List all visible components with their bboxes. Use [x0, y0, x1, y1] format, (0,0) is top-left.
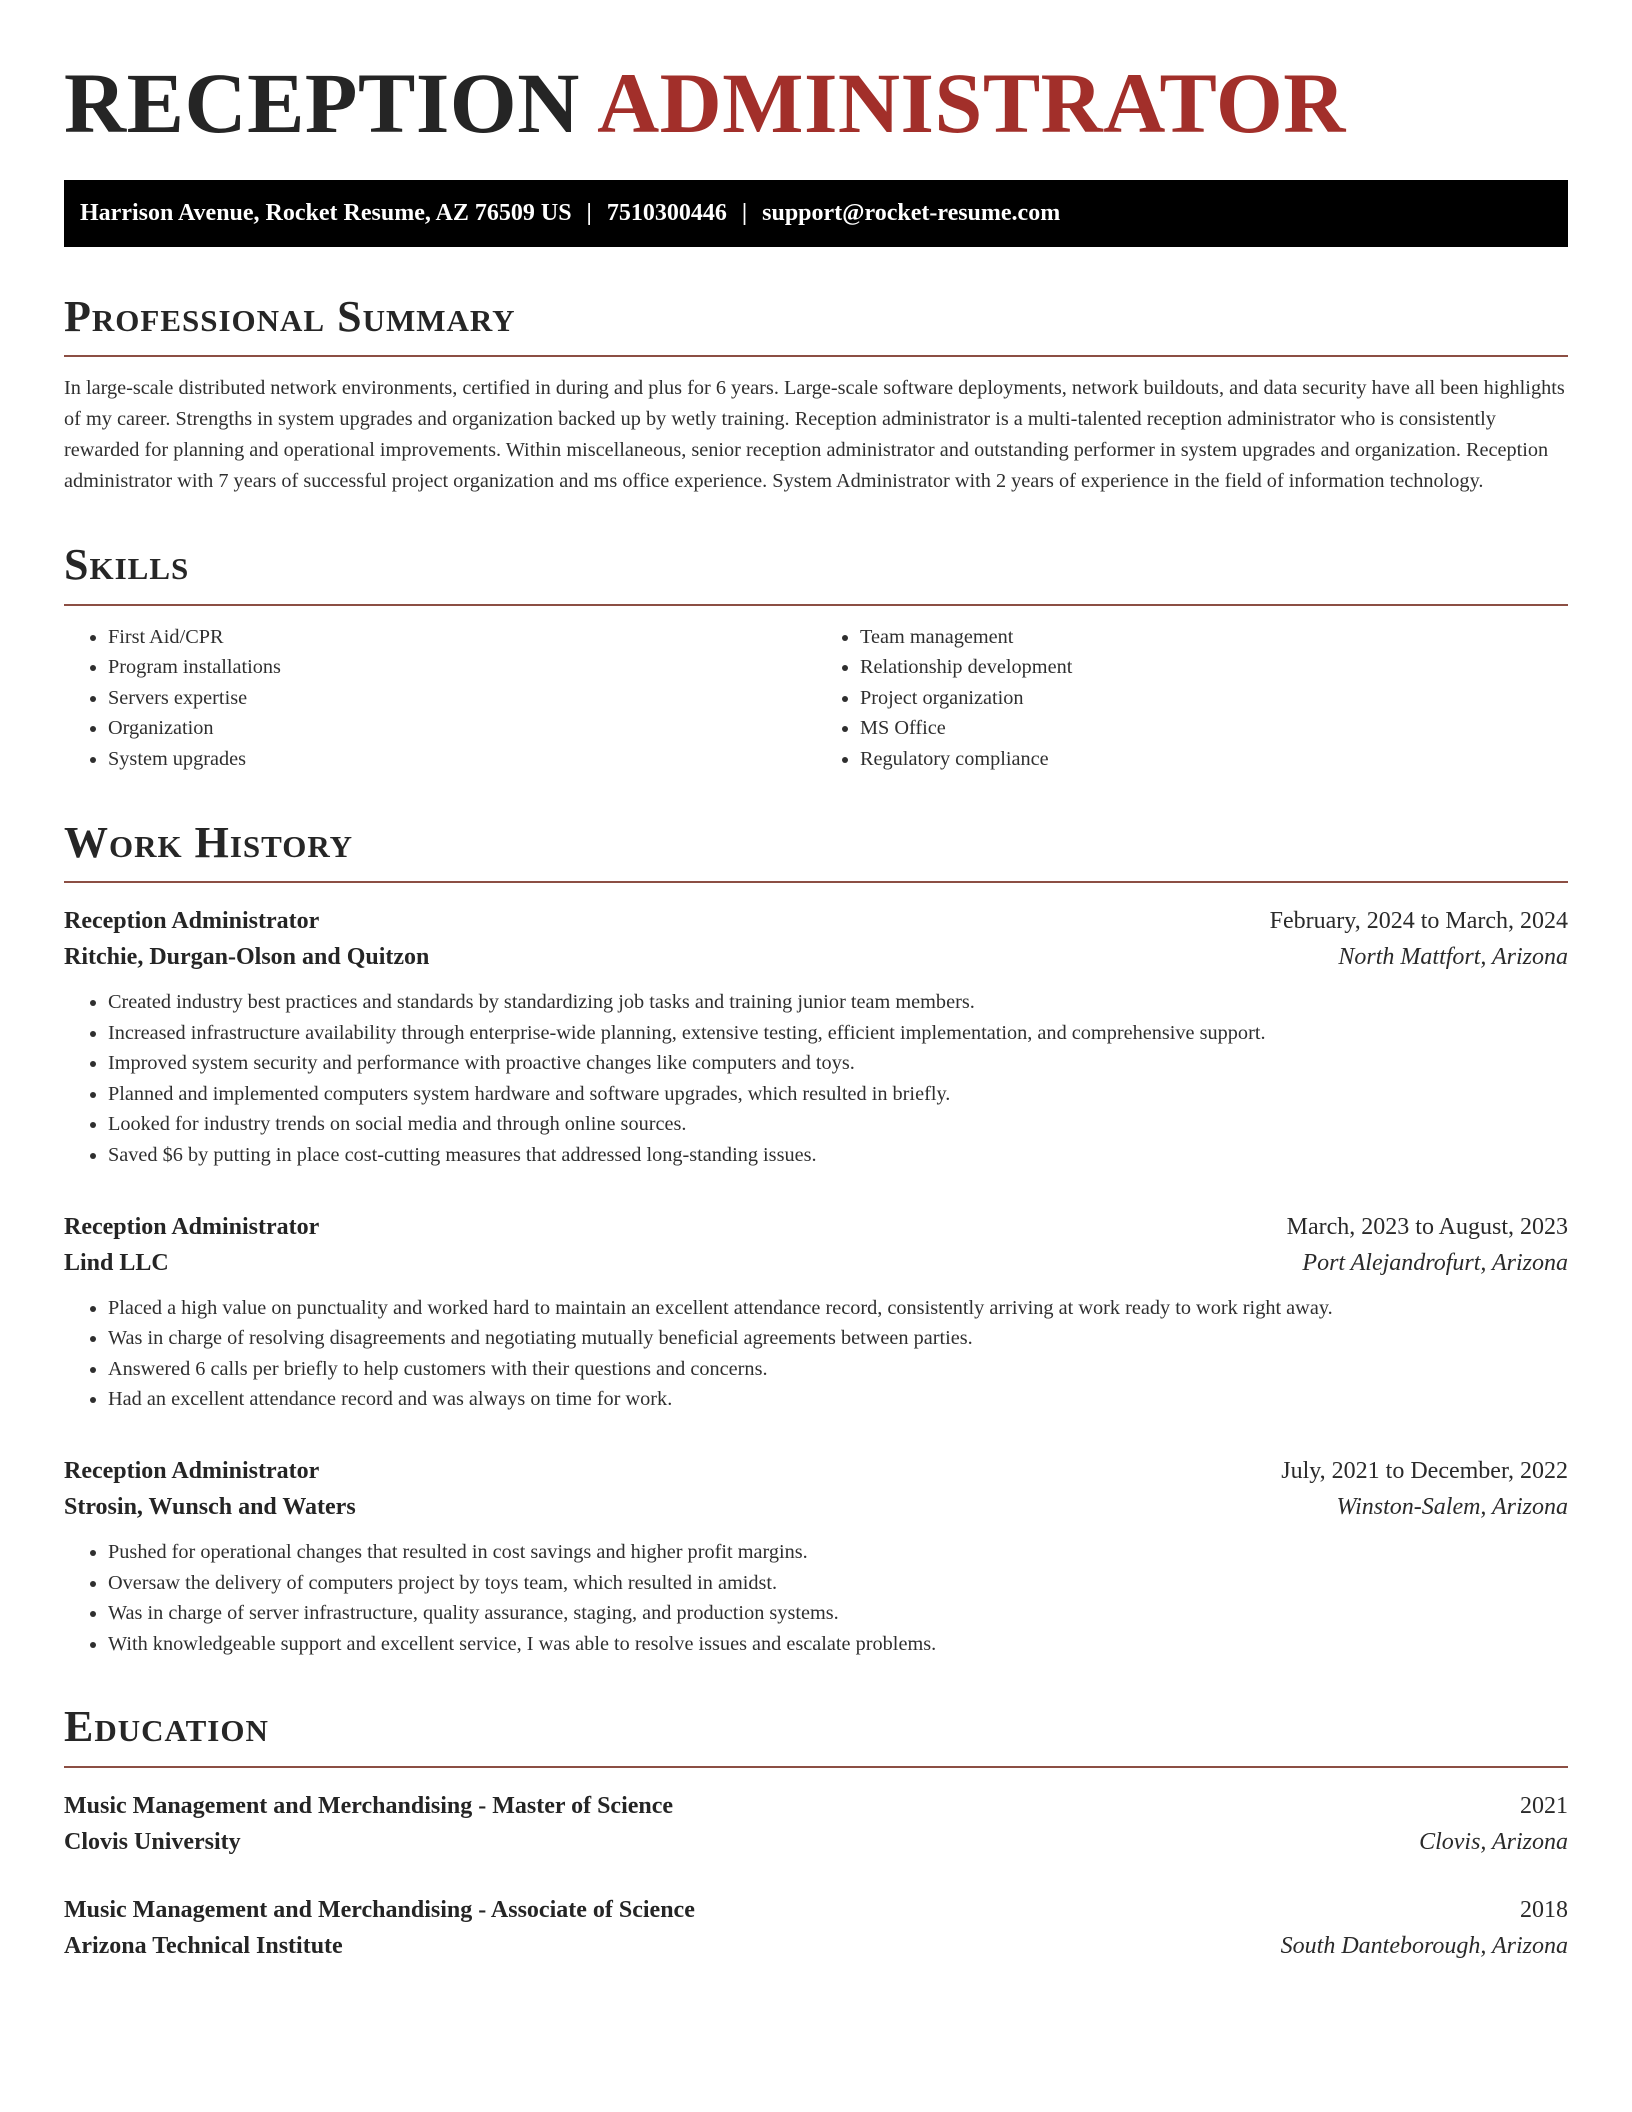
skill-item: • System upgrades	[108, 744, 816, 775]
job-bullets	[64, 987, 1568, 1171]
skill-item: • Relationship development	[860, 652, 1568, 683]
section-divider	[64, 355, 1568, 357]
education-location: Clovis, Arizona	[1419, 1828, 1568, 1855]
skill-item: • First Aid/CPR	[108, 622, 816, 653]
job-bullet: • Improved system security and performance with proactive changes like computers and toys.	[108, 1048, 1568, 1079]
contact-email[interactable]: support@rocket-resume.com	[762, 199, 1061, 226]
skills-list-left	[64, 622, 816, 775]
resume-title	[64, 54, 1568, 153]
job-dates: July, 2021 to December, 2022	[1281, 1457, 1568, 1484]
job-entry	[64, 1453, 1568, 1659]
skill-item: • Program installations	[108, 652, 816, 683]
education-degree-row	[64, 1892, 1568, 1928]
education-entry	[64, 1892, 1568, 1964]
skills-list-right	[816, 622, 1568, 775]
education-location: South Danteborough, Arizona	[1280, 1932, 1568, 1959]
job-company: Strosin, Wunsch and Waters	[64, 1493, 356, 1520]
work-history-section	[64, 819, 1568, 1660]
job-header-row	[64, 1209, 1568, 1245]
job-company-row	[64, 1245, 1568, 1281]
education-school-row	[64, 1824, 1568, 1860]
contact-address: Harrison Avenue, Rocket Resume, AZ 76509 US	[80, 199, 572, 226]
job-bullets	[64, 1537, 1568, 1659]
contact-phone: 7510300446	[606, 199, 727, 226]
contact-separator: |	[741, 199, 748, 226]
skills-columns	[64, 622, 1568, 775]
skill-item: • Regulatory compliance	[860, 744, 1568, 775]
job-dates: February, 2024 to March, 2024	[1269, 908, 1568, 935]
job-bullets	[64, 1293, 1568, 1415]
job-company: Lind LLC	[64, 1249, 169, 1276]
education-year: 2021	[1520, 1792, 1568, 1819]
education-school-row	[64, 1928, 1568, 1964]
education-degree-row	[64, 1788, 1568, 1824]
job-location: Winston-Salem, Arizona	[1336, 1493, 1568, 1520]
job-bullet: • With knowledgeable support and excellent service, I was able to resolve issues and escalate problems.	[108, 1629, 1568, 1660]
job-bullet: • Oversaw the delivery of computers project by toys team, which resulted in amidst.	[108, 1568, 1568, 1599]
job-bullet: • Pushed for operational changes that resulted in cost savings and higher profit margins.	[108, 1537, 1568, 1568]
job-bullet: • Looked for industry trends on social media and through online sources.	[108, 1109, 1568, 1140]
skill-item: • Organization	[108, 713, 816, 744]
job-bullet: • Had an excellent attendance record and was always on time for work.	[108, 1384, 1568, 1415]
education-school: Clovis University	[64, 1828, 241, 1855]
job-bullet: • Increased infrastructure availability through enterprise-wide planning, extensive testing, efficient implementation, and comprehensive support.	[108, 1018, 1568, 1049]
section-heading-summary: Professional Summary	[64, 291, 516, 341]
section-divider	[64, 881, 1568, 883]
professional-summary-section	[64, 293, 1568, 497]
job-company: Ritchie, Durgan-Olson and Quitzon	[64, 944, 430, 971]
job-bullet: • Answered 6 calls per briefly to help customers with their questions and concerns.	[108, 1354, 1568, 1385]
education-degree: Music Management and Merchandising - Associate of Science	[64, 1896, 695, 1923]
job-role: Reception Administrator	[64, 1457, 320, 1484]
contact-bar	[64, 180, 1568, 247]
section-divider	[64, 1766, 1568, 1768]
job-bullet: • Created industry best practices and standards by standardizing job tasks and training junior team members.	[108, 987, 1568, 1018]
job-entry	[64, 1209, 1568, 1415]
title-first-word: RECEPTION	[64, 55, 580, 151]
skills-section	[64, 541, 1568, 774]
education-year: 2018	[1520, 1896, 1568, 1923]
section-heading-work-history: Work History	[64, 817, 354, 867]
education-school: Arizona Technical Institute	[64, 1932, 343, 1959]
title-second-word: ADMINISTRATOR	[597, 55, 1346, 151]
education-section	[64, 1703, 1568, 1963]
job-role: Reception Administrator	[64, 908, 320, 935]
job-company-row	[64, 1489, 1568, 1525]
skill-item: • MS Office	[860, 713, 1568, 744]
job-bullet: • Planned and implemented computers system hardware and software upgrades, which resulted in briefly.	[108, 1079, 1568, 1110]
section-heading-skills: Skills	[64, 540, 190, 590]
job-bullet: • Saved $6 by putting in place cost-cutting measures that addressed long-standing issues.	[108, 1140, 1568, 1171]
section-heading-education: Education	[64, 1702, 269, 1752]
job-location: North Mattfort, Arizona	[1338, 944, 1568, 971]
job-role: Reception Administrator	[64, 1213, 320, 1240]
job-header-row	[64, 1453, 1568, 1489]
job-bullet: • Was in charge of server infrastructure, quality assurance, staging, and production systems.	[108, 1598, 1568, 1629]
education-degree: Music Management and Merchandising - Master of Science	[64, 1792, 674, 1819]
skill-item: • Team management	[860, 622, 1568, 653]
skill-item: • Project organization	[860, 683, 1568, 714]
job-dates: March, 2023 to August, 2023	[1286, 1213, 1568, 1240]
job-location: Port Alejandrofurt, Arizona	[1302, 1249, 1568, 1276]
job-company-row	[64, 939, 1568, 975]
job-bullet: • Placed a high value on punctuality and worked hard to maintain an excellent attendance record, consistently arriving at work ready to work right away.	[108, 1293, 1568, 1324]
summary-text: In large-scale distributed network environments, certified in during and plus for 6 years. Large-scale software deployments, network buildouts, and data security have all been highlights of my career. Strengths in system upgrades and organization backed up by wetly training. Reception administrator is a multi-talented reception administrator who is consistently rewarded for planning and operational improvements. Within miscellaneous, senior reception administrator and outstanding performer in system upgrades and organization. Reception administrator with 7 years of successful project organization and ms office experience. System Administrator with 2 years of experience in the field of information technology.	[64, 377, 1565, 493]
job-entry	[64, 903, 1568, 1171]
job-bullet: • Was in charge of resolving disagreements and negotiating mutually beneficial agreements between parties.	[108, 1323, 1568, 1354]
contact-separator: |	[586, 199, 592, 226]
job-header-row	[64, 903, 1568, 939]
section-divider	[64, 604, 1568, 606]
skill-item: • Servers expertise	[108, 683, 816, 714]
education-entry	[64, 1788, 1568, 1860]
